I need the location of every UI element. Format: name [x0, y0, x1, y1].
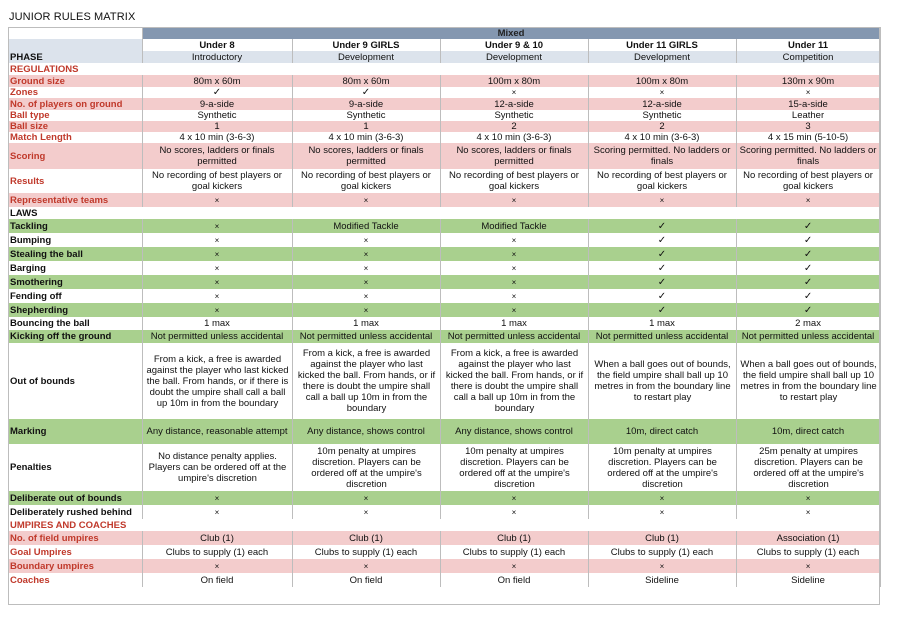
table-cell: 9-a-side: [142, 98, 292, 110]
row-label: Deliberately rushed behind: [8, 505, 142, 519]
table-cell: ✓: [588, 289, 736, 303]
table-cell: No recording of best players or goal kickers: [736, 169, 880, 193]
table-cell: Club (1): [440, 531, 588, 545]
table-cell: On field: [292, 573, 440, 587]
table-cell: 15-a-side: [736, 98, 880, 110]
table-cell: No scores, ladders or finals permitted: [440, 143, 588, 169]
phase-value: Introductory: [142, 51, 292, 63]
table-cell: 12-a-side: [440, 98, 588, 110]
table-cell: ×: [736, 559, 880, 573]
section-title: LAWS: [8, 207, 880, 219]
table-cell: ✓: [736, 219, 880, 233]
table-cell: ×: [440, 193, 588, 207]
table-cell: ×: [588, 87, 736, 98]
table-row: [8, 75, 880, 87]
table-cell: 1 max: [142, 317, 292, 330]
table-cell: ×: [292, 233, 440, 247]
table-cell: ×: [292, 303, 440, 317]
row-label: Goal Umpires: [8, 545, 142, 559]
table-cell: ✓: [292, 87, 440, 98]
table-cell: Any distance, reasonable attempt: [142, 419, 292, 444]
table-cell: Clubs to supply (1) each: [292, 545, 440, 559]
table-cell: ×: [142, 275, 292, 289]
table-cell: 2: [588, 121, 736, 132]
section-title: UMPIRES AND COACHES: [8, 519, 880, 531]
col-header: Under 8: [142, 39, 292, 51]
table-cell: Not permitted unless accidental: [142, 330, 292, 343]
table-row: [8, 233, 880, 247]
row-label: Deliberate out of bounds: [8, 491, 142, 505]
table-cell: Association (1): [736, 531, 880, 545]
table-cell: Not permitted unless accidental: [292, 330, 440, 343]
table-cell: Not permitted unless accidental: [440, 330, 588, 343]
table-cell: ×: [142, 233, 292, 247]
table-cell: When a ball goes out of bounds, the field umpire shall ball up 10 metres in from the boundary line to restart play: [588, 343, 736, 419]
phase-label: PHASE: [8, 51, 142, 63]
table-cell: 100m x 80m: [588, 75, 736, 87]
table-row: [8, 330, 880, 343]
row-label: Coaches: [8, 573, 142, 587]
row-label: Out of bounds: [8, 343, 142, 419]
table-cell: Scoring permitted. No ladders or finals: [736, 143, 880, 169]
table-cell: ×: [292, 247, 440, 261]
table-cell: ×: [736, 193, 880, 207]
table-cell: Synthetic: [142, 110, 292, 121]
table-cell: 4 x 10 min (3-6-3): [440, 132, 588, 143]
phase-value: Competition: [736, 51, 880, 63]
table-cell: ×: [440, 275, 588, 289]
table-cell: From a kick, a free is awarded against the player who last kicked the ball. From hands, or if there is doubt the umpire shall call a ball up 10m in from the boundary: [440, 343, 588, 419]
table-cell: Synthetic: [440, 110, 588, 121]
row-label: Barging: [8, 261, 142, 275]
table-cell: Not permitted unless accidental: [588, 330, 736, 343]
col-header: Under 9 GIRLS: [292, 39, 440, 51]
table-row: [8, 343, 880, 419]
table-cell: ✓: [588, 219, 736, 233]
table-cell: ✓: [588, 233, 736, 247]
row-label: Scoring: [8, 143, 142, 169]
table-cell: ✓: [736, 289, 880, 303]
table-row: [8, 143, 880, 169]
row-label: Penalties: [8, 444, 142, 491]
table-cell: No recording of best players or goal kickers: [440, 169, 588, 193]
row-label: Marking: [8, 419, 142, 444]
col-header: Under 9 & 10: [440, 39, 588, 51]
table-cell: On field: [440, 573, 588, 587]
table-row: [8, 110, 880, 121]
table-cell: ×: [142, 219, 292, 233]
table-cell: ×: [142, 559, 292, 573]
row-label: Kicking off the ground: [8, 330, 142, 343]
table-cell: ×: [440, 233, 588, 247]
table-cell: ✓: [736, 247, 880, 261]
table-cell: ×: [292, 491, 440, 505]
table-cell: No recording of best players or goal kickers: [142, 169, 292, 193]
table-cell: 2: [440, 121, 588, 132]
table-cell: 25m penalty at umpires discretion. Players can be ordered off at the umpire's discretion: [736, 444, 880, 491]
group-header-row: [8, 27, 880, 39]
table-row: [8, 505, 880, 519]
table-cell: ✓: [736, 233, 880, 247]
header-corner: [8, 39, 142, 51]
table-cell: On field: [142, 573, 292, 587]
table-cell: ✓: [588, 275, 736, 289]
table-cell: Scoring permitted. No ladders or finals: [588, 143, 736, 169]
group-label: Mixed: [142, 27, 880, 39]
table-cell: From a kick, a free is awarded against the player who last kicked the ball. From hands, or if there is doubt the umpire shall call a ball up 10m in from the boundary: [142, 343, 292, 419]
row-label: Match Length: [8, 132, 142, 143]
table-cell: ×: [292, 275, 440, 289]
table-cell: 80m x 60m: [292, 75, 440, 87]
age-group-header-row: [8, 39, 880, 51]
table-cell: ×: [440, 303, 588, 317]
table-row: [8, 98, 880, 110]
table-cell: ×: [588, 491, 736, 505]
table-cell: No scores, ladders or finals permitted: [142, 143, 292, 169]
row-label: Ground size: [8, 75, 142, 87]
table-cell: When a ball goes out of bounds, the field umpire shall ball up 10 metres in from the boundary line to restart play: [736, 343, 880, 419]
table-cell: ×: [736, 491, 880, 505]
row-label: Stealing the ball: [8, 247, 142, 261]
table-row: [8, 87, 880, 98]
table-cell: Club (1): [142, 531, 292, 545]
table-cell: 1 max: [588, 317, 736, 330]
table-row: [8, 531, 880, 545]
table-cell: ✓: [588, 247, 736, 261]
table-cell: ×: [142, 303, 292, 317]
table-cell: Modified Tackle: [440, 219, 588, 233]
table-cell: ×: [588, 505, 736, 519]
section-laws: [8, 207, 880, 219]
table-cell: ×: [440, 87, 588, 98]
page-title: JUNIOR RULES MATRIX: [9, 11, 136, 23]
table-cell: 130m x 90m: [736, 75, 880, 87]
table-cell: No distance penalty applies. Players can be ordered off at the umpire's discretion: [142, 444, 292, 491]
row-label: No. of players on ground: [8, 98, 142, 110]
table-cell: 10m penalty at umpires discretion. Players can be ordered off at the umpire's discretion: [440, 444, 588, 491]
table-cell: ✓: [736, 303, 880, 317]
table-cell: ×: [440, 505, 588, 519]
table-row: [8, 193, 880, 207]
row-label: Ball size: [8, 121, 142, 132]
table-cell: Clubs to supply (1) each: [736, 545, 880, 559]
table-row: [8, 289, 880, 303]
row-label: No. of field umpires: [8, 531, 142, 545]
table-cell: ✓: [142, 87, 292, 98]
table-row: [8, 317, 880, 330]
table-cell: ✓: [736, 261, 880, 275]
phase-row: [8, 51, 880, 63]
table-cell: ×: [736, 87, 880, 98]
table-cell: ×: [588, 559, 736, 573]
table-cell: No recording of best players or goal kickers: [588, 169, 736, 193]
row-label: Ball type: [8, 110, 142, 121]
table-cell: Modified Tackle: [292, 219, 440, 233]
row-label: Bouncing the ball: [8, 317, 142, 330]
table-cell: ×: [142, 505, 292, 519]
row-label: Representative teams: [8, 193, 142, 207]
table-cell: ×: [292, 289, 440, 303]
section-title: REGULATIONS: [8, 63, 880, 75]
row-label: Shepherding: [8, 303, 142, 317]
table-cell: ×: [292, 505, 440, 519]
table-row: [8, 444, 880, 491]
table-cell: Clubs to supply (1) each: [588, 545, 736, 559]
table-cell: 2 max: [736, 317, 880, 330]
col-header: Under 11 GIRLS: [588, 39, 736, 51]
table-cell: 4 x 10 min (3-6-3): [142, 132, 292, 143]
table-row: [8, 559, 880, 573]
table-cell: 1: [292, 121, 440, 132]
row-label: Results: [8, 169, 142, 193]
table-row: [8, 261, 880, 275]
table-cell: 80m x 60m: [142, 75, 292, 87]
table-row: [8, 169, 880, 193]
row-label: Boundary umpires: [8, 559, 142, 573]
table-cell: 1: [142, 121, 292, 132]
table-row: [8, 219, 880, 233]
table-cell: Club (1): [292, 531, 440, 545]
table-cell: ✓: [588, 261, 736, 275]
phase-value: Development: [292, 51, 440, 63]
corner-cell: [8, 27, 142, 39]
row-label: Tackling: [8, 219, 142, 233]
table-cell: Sideline: [736, 573, 880, 587]
table-cell: ×: [142, 193, 292, 207]
table-cell: Clubs to supply (1) each: [142, 545, 292, 559]
section-umpires-coaches: [8, 519, 880, 531]
table-cell: 10m penalty at umpires discretion. Players can be ordered off at the umpire's discretion: [292, 444, 440, 491]
phase-value: Development: [440, 51, 588, 63]
table-cell: 100m x 80m: [440, 75, 588, 87]
section-regulations: [8, 63, 880, 75]
table-cell: ✓: [736, 275, 880, 289]
table-cell: Club (1): [588, 531, 736, 545]
table-cell: 1 max: [440, 317, 588, 330]
row-label: Zones: [8, 87, 142, 98]
table-cell: ×: [292, 261, 440, 275]
table-cell: 10m penalty at umpires discretion. Players can be ordered off at the umpire's discretion: [588, 444, 736, 491]
table-cell: ×: [142, 261, 292, 275]
table-cell: ✓: [588, 303, 736, 317]
table-cell: 10m, direct catch: [736, 419, 880, 444]
table-cell: ×: [440, 491, 588, 505]
table-cell: 10m, direct catch: [588, 419, 736, 444]
table-cell: 4 x 15 min (5-10-5): [736, 132, 880, 143]
table-cell: Any distance, shows control: [440, 419, 588, 444]
row-label: Fending off: [8, 289, 142, 303]
row-label: Bumping: [8, 233, 142, 247]
table-row: [8, 247, 880, 261]
table-cell: 1 max: [292, 317, 440, 330]
table-cell: ×: [440, 559, 588, 573]
table-cell: ×: [588, 193, 736, 207]
table-row: [8, 132, 880, 143]
table-cell: Not permitted unless accidental: [736, 330, 880, 343]
table-cell: Leather: [736, 110, 880, 121]
table-cell: ×: [292, 559, 440, 573]
junior-rules-matrix-table: [8, 27, 881, 587]
table-cell: 4 x 10 min (3-6-3): [588, 132, 736, 143]
table-cell: Sideline: [588, 573, 736, 587]
table-cell: ×: [736, 505, 880, 519]
table-cell: ×: [440, 261, 588, 275]
table-cell: ×: [142, 289, 292, 303]
table-cell: ×: [292, 193, 440, 207]
table-row: [8, 545, 880, 559]
table-cell: ×: [440, 247, 588, 261]
table-row: [8, 419, 880, 444]
table-cell: Synthetic: [292, 110, 440, 121]
table-row: [8, 275, 880, 289]
table-cell: ×: [440, 289, 588, 303]
table-cell: 9-a-side: [292, 98, 440, 110]
table-cell: Clubs to supply (1) each: [440, 545, 588, 559]
table-cell: Synthetic: [588, 110, 736, 121]
table-cell: Any distance, shows control: [292, 419, 440, 444]
col-header: Under 11: [736, 39, 880, 51]
table-cell: No scores, ladders or finals permitted: [292, 143, 440, 169]
table-cell: 4 x 10 min (3-6-3): [292, 132, 440, 143]
table-cell: 12-a-side: [588, 98, 736, 110]
table-row: [8, 121, 880, 132]
table-row: [8, 573, 880, 587]
table-row: [8, 491, 880, 505]
table-cell: From a kick, a free is awarded against the player who last kicked the ball. From hands, or if there is doubt the umpire shall call a ball up 10m in from the boundary: [292, 343, 440, 419]
table-cell: ×: [142, 491, 292, 505]
table-cell: 3: [736, 121, 880, 132]
row-label: Smothering: [8, 275, 142, 289]
table-row: [8, 303, 880, 317]
phase-value: Development: [588, 51, 736, 63]
table-cell: No recording of best players or goal kickers: [292, 169, 440, 193]
table-cell: ×: [142, 247, 292, 261]
